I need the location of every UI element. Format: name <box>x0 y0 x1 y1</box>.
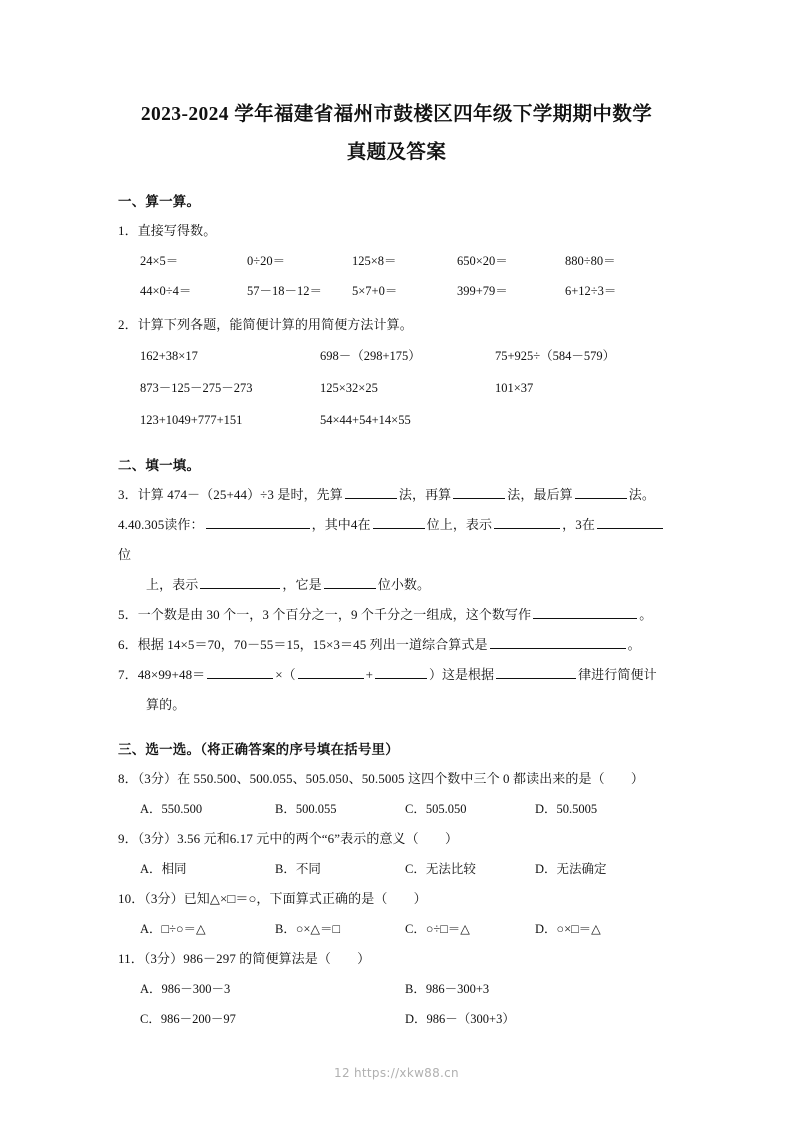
question-11-stem: 11．（3分）986－297 的简便算法是（ ） <box>118 951 371 966</box>
question-10-options <box>118 914 675 944</box>
question-7-part6: 算的。 <box>146 697 186 712</box>
option-b[interactable]: B．986－300+3 <box>405 982 490 996</box>
page-title <box>118 96 675 172</box>
question-9-options <box>118 854 675 884</box>
option-c[interactable]: C．986－200－97 <box>140 1012 236 1026</box>
calc-item: 54×44+54+14×55 <box>320 413 411 427</box>
question-1-stem: 1．直接写得数。 <box>118 223 217 238</box>
question-4-part6: 上，表示 <box>146 577 199 592</box>
option-d[interactable]: D．无法确定 <box>535 862 607 876</box>
question-4-part3: 位上，表示 <box>426 517 493 532</box>
question-4-part1: 4.40.305读作： <box>118 517 204 532</box>
option-b[interactable]: B．○×△＝□ <box>275 922 341 936</box>
calc-item: 125×32×25 <box>320 381 378 395</box>
calc-item: 24×5＝ <box>140 254 179 268</box>
question-7-part5: 律进行简便计 <box>578 667 657 682</box>
option-c[interactable]: C．505.050 <box>405 802 467 816</box>
calc-item: 6+12÷3＝ <box>565 284 617 298</box>
question-4-part8: 位小数。 <box>377 577 431 592</box>
section-heading-3: 三、选一选。（将正确答案的序号填在括号里） <box>118 742 399 757</box>
question-8-options <box>118 794 675 824</box>
question-5-part1: 5．一个数是由 30 个一，3 个百分之一，9 个千分之一组成，这个数写作 <box>118 607 532 622</box>
answer-blank[interactable] <box>206 514 310 529</box>
calc-item: 399+79＝ <box>457 284 508 298</box>
option-a[interactable]: A．986－300－3 <box>140 982 231 996</box>
answer-blank[interactable] <box>324 574 376 589</box>
calc-item: 44×0÷4＝ <box>140 284 192 298</box>
footer-watermark: 12 https://xkw88.cn <box>334 1066 459 1080</box>
question-3-part1: 3．计算 474－（25+44）÷3 是时，先算 <box>118 487 343 502</box>
question-6-part1: 6．根据 14×5＝70，70－55＝15，15×3＝45 列出一道综合算式是 <box>118 637 488 652</box>
option-d[interactable]: D．986－（300+3） <box>405 1012 515 1026</box>
question-3 <box>118 480 675 510</box>
option-b[interactable]: B．不同 <box>275 862 321 876</box>
question-2-row-3 <box>118 404 675 436</box>
answer-blank[interactable] <box>298 664 364 679</box>
calc-item: 880÷80＝ <box>565 254 616 268</box>
question-2-row-1 <box>118 340 675 372</box>
option-c[interactable]: C．○÷□＝△ <box>405 922 470 936</box>
section-heading-1: 一、算一算。 <box>118 194 201 209</box>
calc-item: 5×7+0＝ <box>352 284 398 298</box>
answer-blank[interactable] <box>207 664 273 679</box>
question-3-part3: 法，最后算 <box>507 487 573 502</box>
answer-blank[interactable] <box>375 664 427 679</box>
page-title-line1: 2023-2024 学年福建省福州市鼓楼区四年级下学期期中数学 <box>140 104 653 125</box>
calc-item: 873－125－275－273 <box>140 381 253 395</box>
answer-blank[interactable] <box>373 514 425 529</box>
calc-item: 698－（298+175） <box>320 349 421 363</box>
answer-blank[interactable] <box>575 484 627 499</box>
question-1-row-1 <box>118 246 675 276</box>
answer-blank[interactable] <box>597 514 663 529</box>
question-2-stem: 2．计算下列各题，能简便计算的用简便方法计算。 <box>118 317 413 332</box>
question-6 <box>118 630 675 660</box>
option-d[interactable]: D．50.5005 <box>535 802 598 816</box>
question-5-part2: 。 <box>639 607 653 622</box>
question-11-options-row-2 <box>118 1004 675 1034</box>
option-b[interactable]: B．500.055 <box>275 802 337 816</box>
answer-blank[interactable] <box>345 484 397 499</box>
calc-item: 57－18－12＝ <box>247 284 323 298</box>
question-1-row-2 <box>118 276 675 306</box>
answer-blank[interactable] <box>533 604 637 619</box>
question-5 <box>118 600 675 630</box>
question-10-stem: 10．（3分）已知△×□＝○，下面算式正确的是（ ） <box>118 891 427 906</box>
calc-item: 650×20＝ <box>457 254 508 268</box>
calc-item: 0÷20＝ <box>247 254 286 268</box>
question-6-part2: 。 <box>627 637 641 652</box>
option-a[interactable]: A．□÷○＝△ <box>140 922 206 936</box>
question-4-part2: ，其中4在 <box>311 517 371 532</box>
option-a[interactable]: A．550.500 <box>140 802 203 816</box>
question-7-part4: ）这是根据 <box>429 667 495 682</box>
question-7-part3: + <box>365 667 374 682</box>
question-3-part2: 法，再算 <box>398 487 452 502</box>
question-4-part7: ，它是 <box>282 577 322 592</box>
answer-blank[interactable] <box>490 634 626 649</box>
question-4-continued <box>118 570 675 600</box>
section-heading-2: 二、填一填。 <box>118 458 201 473</box>
calc-item: 125×8＝ <box>352 254 397 268</box>
question-8-stem: 8．（3分）在 550.500、500.055、505.050、50.5005 这四个数中三个 0 都读出来的是（ ） <box>118 771 644 786</box>
question-11-options-row-1 <box>118 974 675 1004</box>
document-content <box>118 96 675 1034</box>
question-4-part5: 位 <box>118 547 132 562</box>
question-2-row-2 <box>118 372 675 404</box>
answer-blank[interactable] <box>453 484 505 499</box>
question-3-part4: 法。 <box>628 487 655 502</box>
question-7-part1: 7．48×99+48＝ <box>118 667 206 682</box>
question-7 <box>118 660 675 690</box>
question-7-continued <box>118 690 675 720</box>
calc-item: 101×37 <box>495 381 534 395</box>
answer-blank[interactable] <box>496 664 576 679</box>
calc-item: 75+925÷（584－579） <box>495 349 616 363</box>
question-4-part4: ，3在 <box>562 517 595 532</box>
option-d[interactable]: D．○×□＝△ <box>535 922 601 936</box>
calc-item: 123+1049+777+151 <box>140 413 243 427</box>
option-c[interactable]: C．无法比较 <box>405 862 476 876</box>
option-a[interactable]: A．相同 <box>140 862 187 876</box>
question-9-stem: 9．（3分）3.56 元和6.17 元中的两个“6”表示的意义（ ） <box>118 831 459 846</box>
question-7-part2: ×（ <box>275 667 296 682</box>
page-title-line2: 真题及答案 <box>346 142 447 163</box>
calc-item: 162+38×17 <box>140 349 198 363</box>
question-4 <box>118 510 675 570</box>
answer-blank[interactable] <box>200 574 280 589</box>
answer-blank[interactable] <box>494 514 560 529</box>
